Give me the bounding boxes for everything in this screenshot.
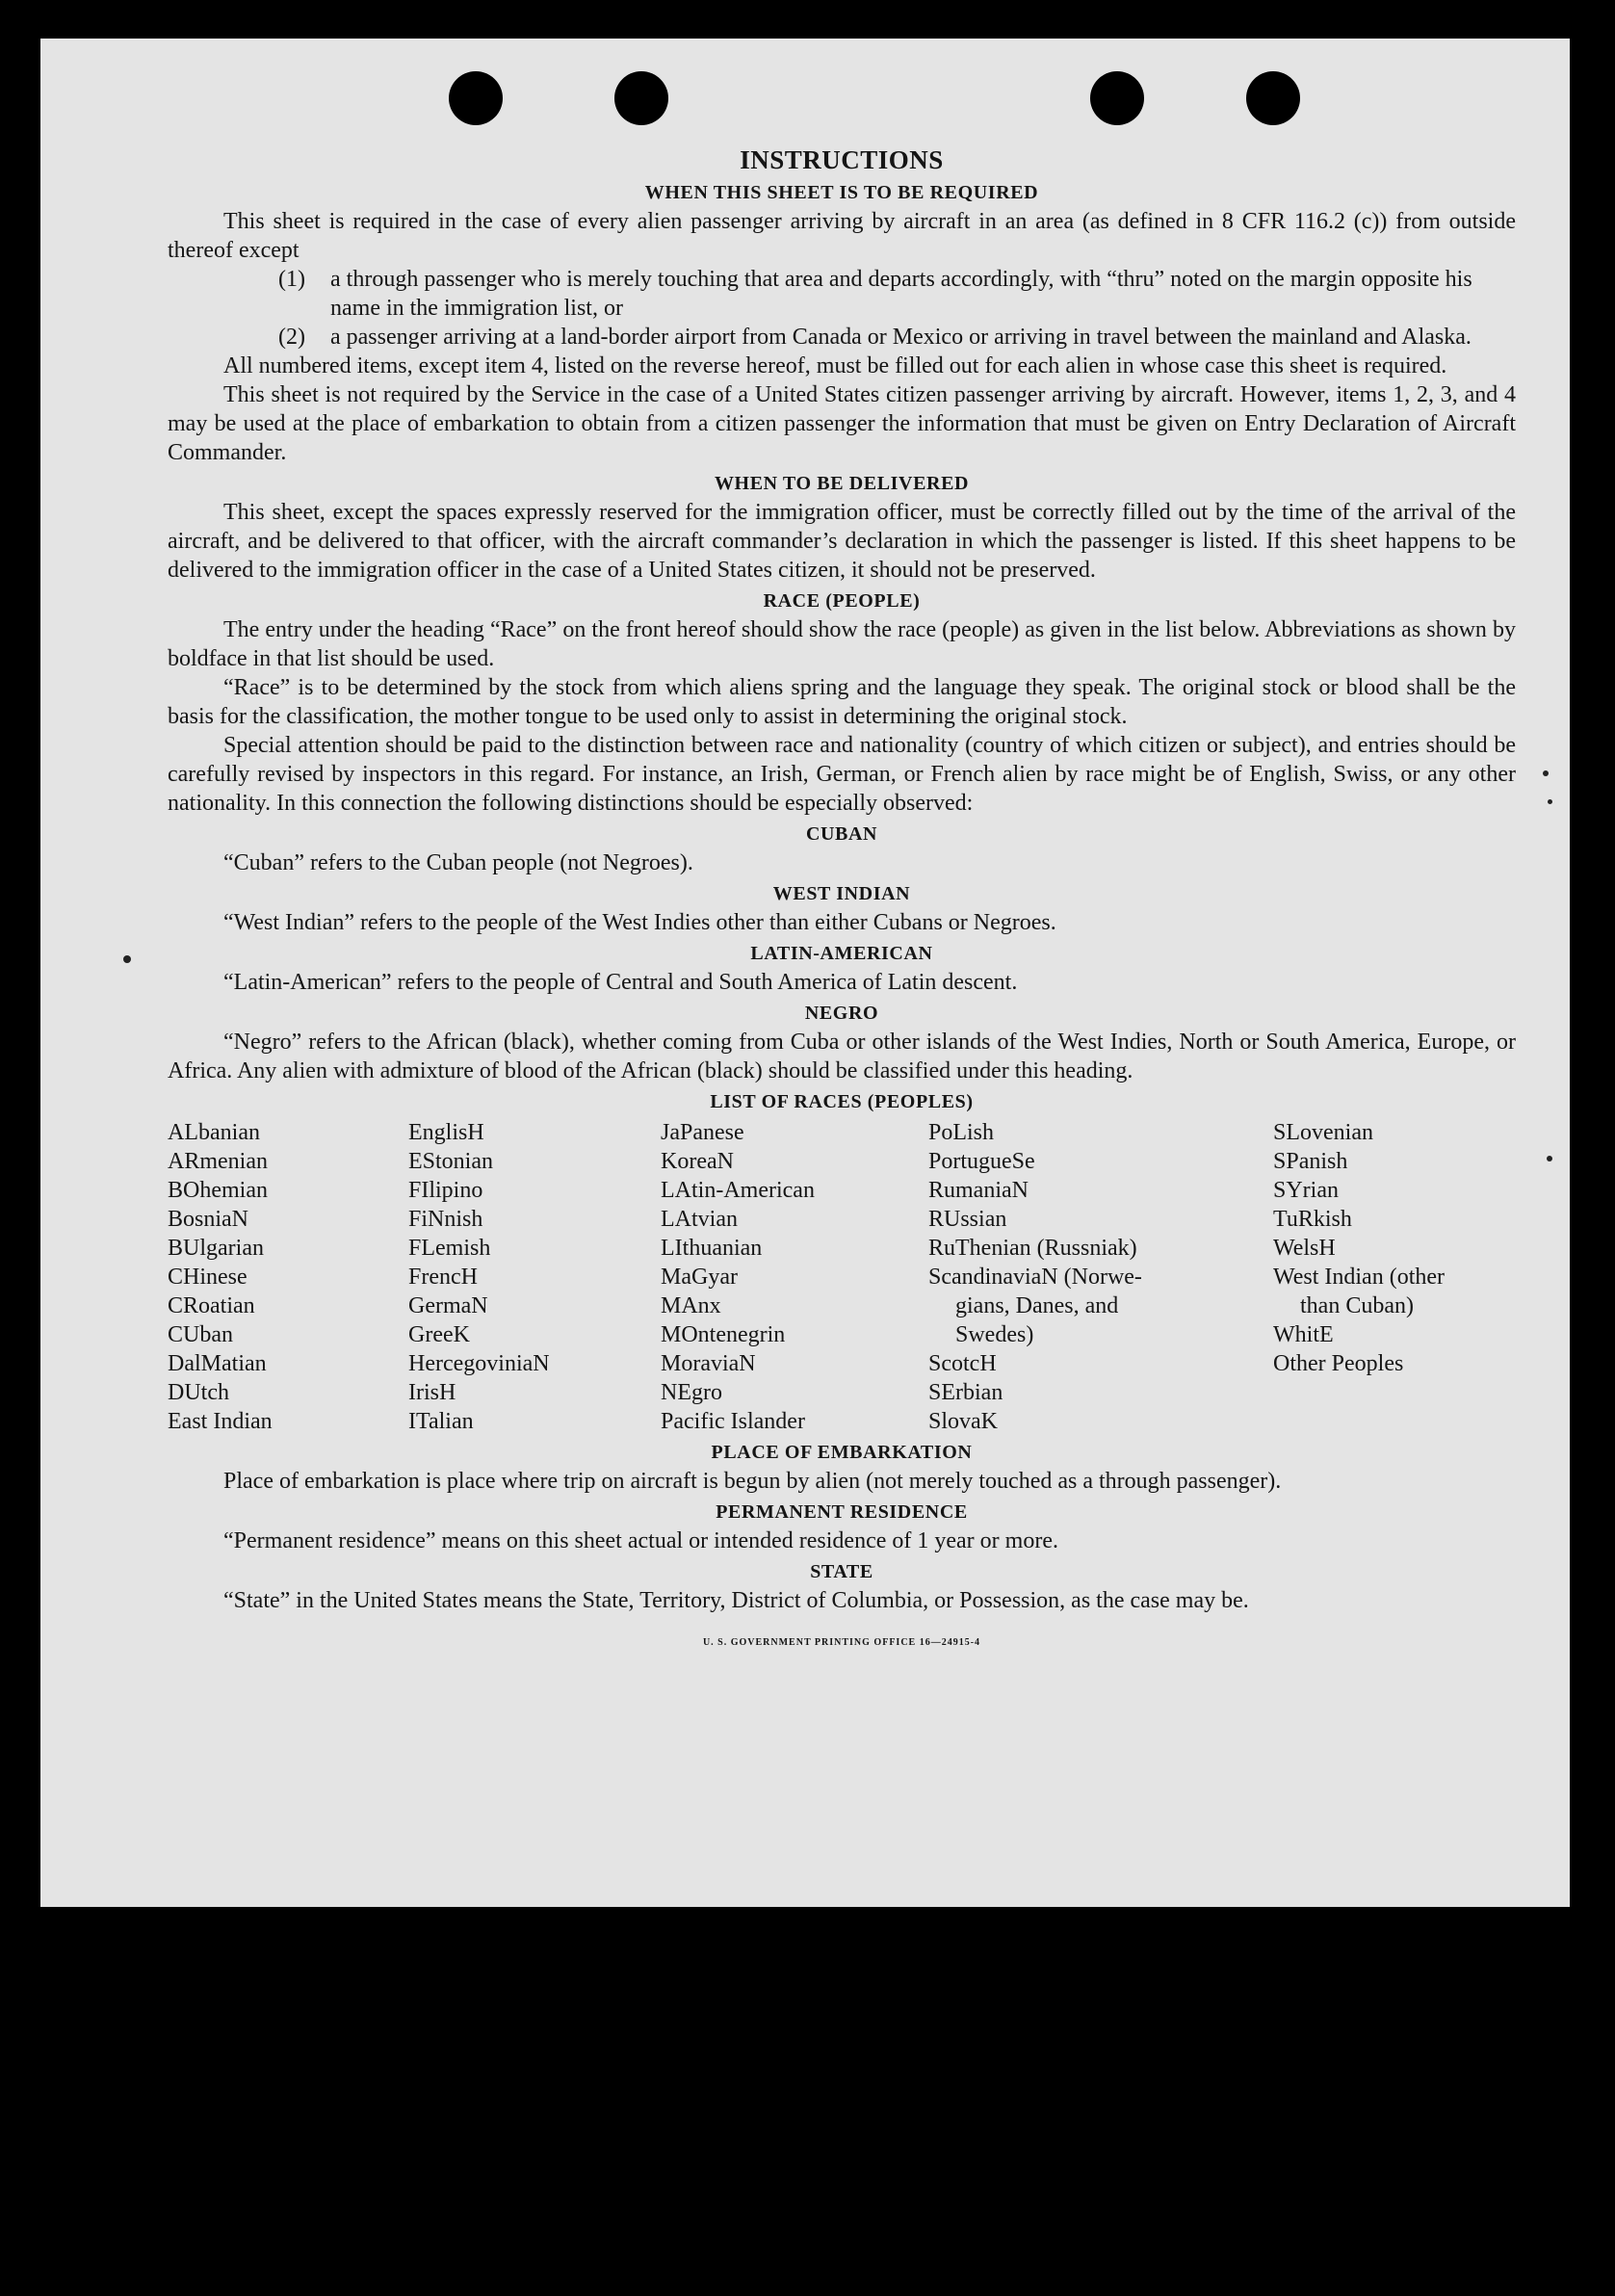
paragraph: “Cuban” refers to the Cuban people (not Negroes). [223, 850, 693, 875]
paragraph: This sheet, except the spaces expressly reserved for the immigration officer, must be correctly filled out by the time of the arrival of the aircraft, and be delivered to that officer, with the aircraft commander’s declaration in which the passenger is listed. If this sheet happens to be delivered to the immigration officer in the case of a United States citizen, it should not be preserved. [168, 500, 1516, 583]
race-entry: BUlgarian [168, 1236, 264, 1261]
speck [1543, 770, 1549, 776]
race-entry: PoLish [928, 1120, 995, 1145]
section-heading: STATE [810, 1561, 873, 1582]
race-entry: KoreaN [661, 1149, 734, 1174]
paragraph: The entry under the heading “Race” on the front hereof should show the race (people) as given in the list below. Abbreviations as shown by boldface in that list should be used. [168, 617, 1516, 671]
paragraph: Special attention should be paid to the distinction between race and nationality (country of which citizen or subject), and entries should be carefully revised by inspectors in this regard. For instance, an Irish, German, or French alien by race might be of English, Swiss, or any other nationality. In this connection the following distinctions should be especially observed: [168, 733, 1516, 816]
race-entry: FiNnish [408, 1207, 483, 1232]
paragraph: Place of embarkation is place where trip on aircraft is begun by alien (not merely touched as a through passenger). [223, 1469, 1282, 1494]
race-entry: MaGyar [661, 1265, 738, 1290]
race-entry: ITalian [408, 1409, 474, 1434]
section-heading: WEST INDIAN [772, 883, 911, 904]
list-item [168, 265, 1516, 323]
race-entry: WelsH [1273, 1236, 1336, 1261]
paragraph: All numbered items, except item 4, listed on the reverse hereof, must be filled out for each alien in whose case this sheet is required. [223, 353, 1447, 378]
item-text: a through passenger who is merely touching that area and departs accordingly, with “thru” noted on the margin opposite his name in the immigration list, or [330, 267, 1472, 321]
section-heading: NEGRO [804, 1003, 879, 1024]
race-column [661, 1118, 928, 1436]
race-entry: DalMatian [168, 1351, 267, 1376]
paragraph: “Permanent residence” means on this sheet actual or intended residence of 1 year or more. [223, 1528, 1058, 1553]
printer-imprint: U. S. GOVERNMENT PRINTING OFFICE 16—24915-4 [702, 1637, 981, 1648]
race-entry: GermaN [408, 1293, 488, 1318]
race-column [168, 1118, 408, 1436]
race-entry: TuRkish [1273, 1207, 1352, 1232]
paragraph: “Negro” refers to the African (black), whether coming from Cuba or other islands of the West Indies, North or South America, Europe, or Africa. Any alien with admixture of blood of the African (black) should be classified under this heading. [168, 1030, 1516, 1083]
section-heading: LATIN-AMERICAN [750, 943, 933, 964]
race-entry: EStonian [408, 1149, 493, 1174]
document-sheet [40, 39, 1570, 1907]
race-entry: ARmenian [168, 1149, 268, 1174]
race-entry: ALbanian [168, 1120, 260, 1145]
race-entry: SPanish [1273, 1149, 1348, 1174]
race-entry: NEgro [661, 1380, 722, 1405]
instructions-body [168, 111, 1516, 1657]
paragraph: “State” in the United States means the State, Territory, District of Columbia, or Possession, as the case may be. [223, 1588, 1249, 1613]
race-entry: WhitE [1273, 1322, 1334, 1347]
race-entry: HercegoviniaN [408, 1351, 550, 1376]
speck [1547, 1156, 1552, 1161]
race-entry: Swedes) [955, 1322, 1034, 1347]
speck [123, 955, 131, 963]
race-entry: GreeK [408, 1322, 470, 1347]
race-entry: MAnx [661, 1293, 721, 1318]
race-entry: CRoatian [168, 1293, 255, 1318]
race-entry: BosniaN [168, 1207, 248, 1232]
paragraph: This sheet is not required by the Service in the case of a United States citizen passenger arriving by aircraft. However, items 1, 2, 3, and 4 may be used at the place of embarkation to obtain from a citizen passenger the information that must be given on Entry Declaration of Aircraft Commander. [168, 382, 1516, 465]
section-heading: PLACE OF EMBARKATION [711, 1442, 973, 1463]
race-entry: West Indian (other [1273, 1265, 1446, 1290]
section-heading: PERMANENT RESIDENCE [716, 1501, 968, 1523]
race-entry: SLovenian [1273, 1120, 1373, 1145]
race-column [408, 1118, 661, 1436]
race-entry: SErbian [928, 1380, 1003, 1405]
item-text: a passenger arriving at a land-border airport from Canada or Mexico or arriving in travel between the mainland and Alaska. [330, 325, 1472, 350]
race-entry: MOntenegrin [661, 1322, 786, 1347]
race-list [168, 1118, 1516, 1436]
race-entry: JaPanese [661, 1120, 744, 1145]
race-entry: BOhemian [168, 1178, 268, 1203]
race-entry: CUban [168, 1322, 233, 1347]
section-heading: CUBAN [805, 823, 878, 845]
section-heading: LIST OF RACES (PEOPLES) [710, 1091, 974, 1112]
race-entry: FIlipino [408, 1178, 483, 1203]
race-entry: LAtin-American [661, 1178, 815, 1203]
race-entry: FrencH [408, 1265, 478, 1290]
race-entry: RUssian [928, 1207, 1007, 1232]
race-entry: PortugueSe [928, 1149, 1035, 1174]
race-column [928, 1118, 1273, 1436]
race-entry: CHinese [168, 1265, 247, 1290]
race-entry: gians, Danes, and [955, 1293, 1119, 1318]
item-number: (1) [278, 267, 305, 292]
race-entry: than Cuban) [1300, 1293, 1414, 1318]
item-number: (2) [278, 325, 305, 350]
race-entry: ScandinaviaN (Norwe- [928, 1265, 1142, 1290]
paragraph: “Race” is to be determined by the stock from which aliens spring and the language they speak. The original stock or blood shall be the basis for the classification, the mother tongue to be used only to assist in determining the original stock. [168, 675, 1516, 729]
section-heading: WHEN THIS SHEET IS TO BE REQUIRED [644, 182, 1039, 203]
race-column [1273, 1118, 1516, 1436]
paragraph: This sheet is required in the case of every alien passenger arriving by aircraft in an area (as defined in 8 CFR 116.2 (c)) from outside thereof except [168, 209, 1516, 263]
race-entry: DUtch [168, 1380, 229, 1405]
section-heading: WHEN TO BE DELIVERED [714, 473, 970, 494]
race-entry: SYrian [1273, 1178, 1339, 1203]
paragraph: “Latin-American” refers to the people of Central and South America of Latin descent. [223, 970, 1018, 995]
race-entry: LIthuanian [661, 1236, 763, 1261]
race-entry: SlovaK [928, 1409, 998, 1434]
race-entry: MoraviaN [661, 1351, 756, 1376]
list-item [168, 323, 1516, 352]
race-entry: East Indian [168, 1409, 273, 1434]
race-entry: RumaniaN [928, 1178, 1029, 1203]
race-entry: FLemish [408, 1236, 491, 1261]
paragraph: “West Indian” refers to the people of the West Indies other than either Cubans or Negroes. [223, 910, 1056, 935]
race-entry: RuThenian (Russniak) [928, 1236, 1137, 1261]
page-title: INSTRUCTIONS [740, 145, 944, 174]
race-entry: IrisH [408, 1380, 456, 1405]
race-entry: Other Peoples [1273, 1351, 1404, 1376]
section-heading: RACE (PEOPLE) [763, 590, 921, 612]
race-entry: Pacific Islander [661, 1409, 805, 1434]
race-entry: EnglisH [408, 1120, 484, 1145]
race-entry: ScotcH [928, 1351, 997, 1376]
race-entry: LAtvian [661, 1207, 738, 1232]
speck [1548, 799, 1552, 804]
